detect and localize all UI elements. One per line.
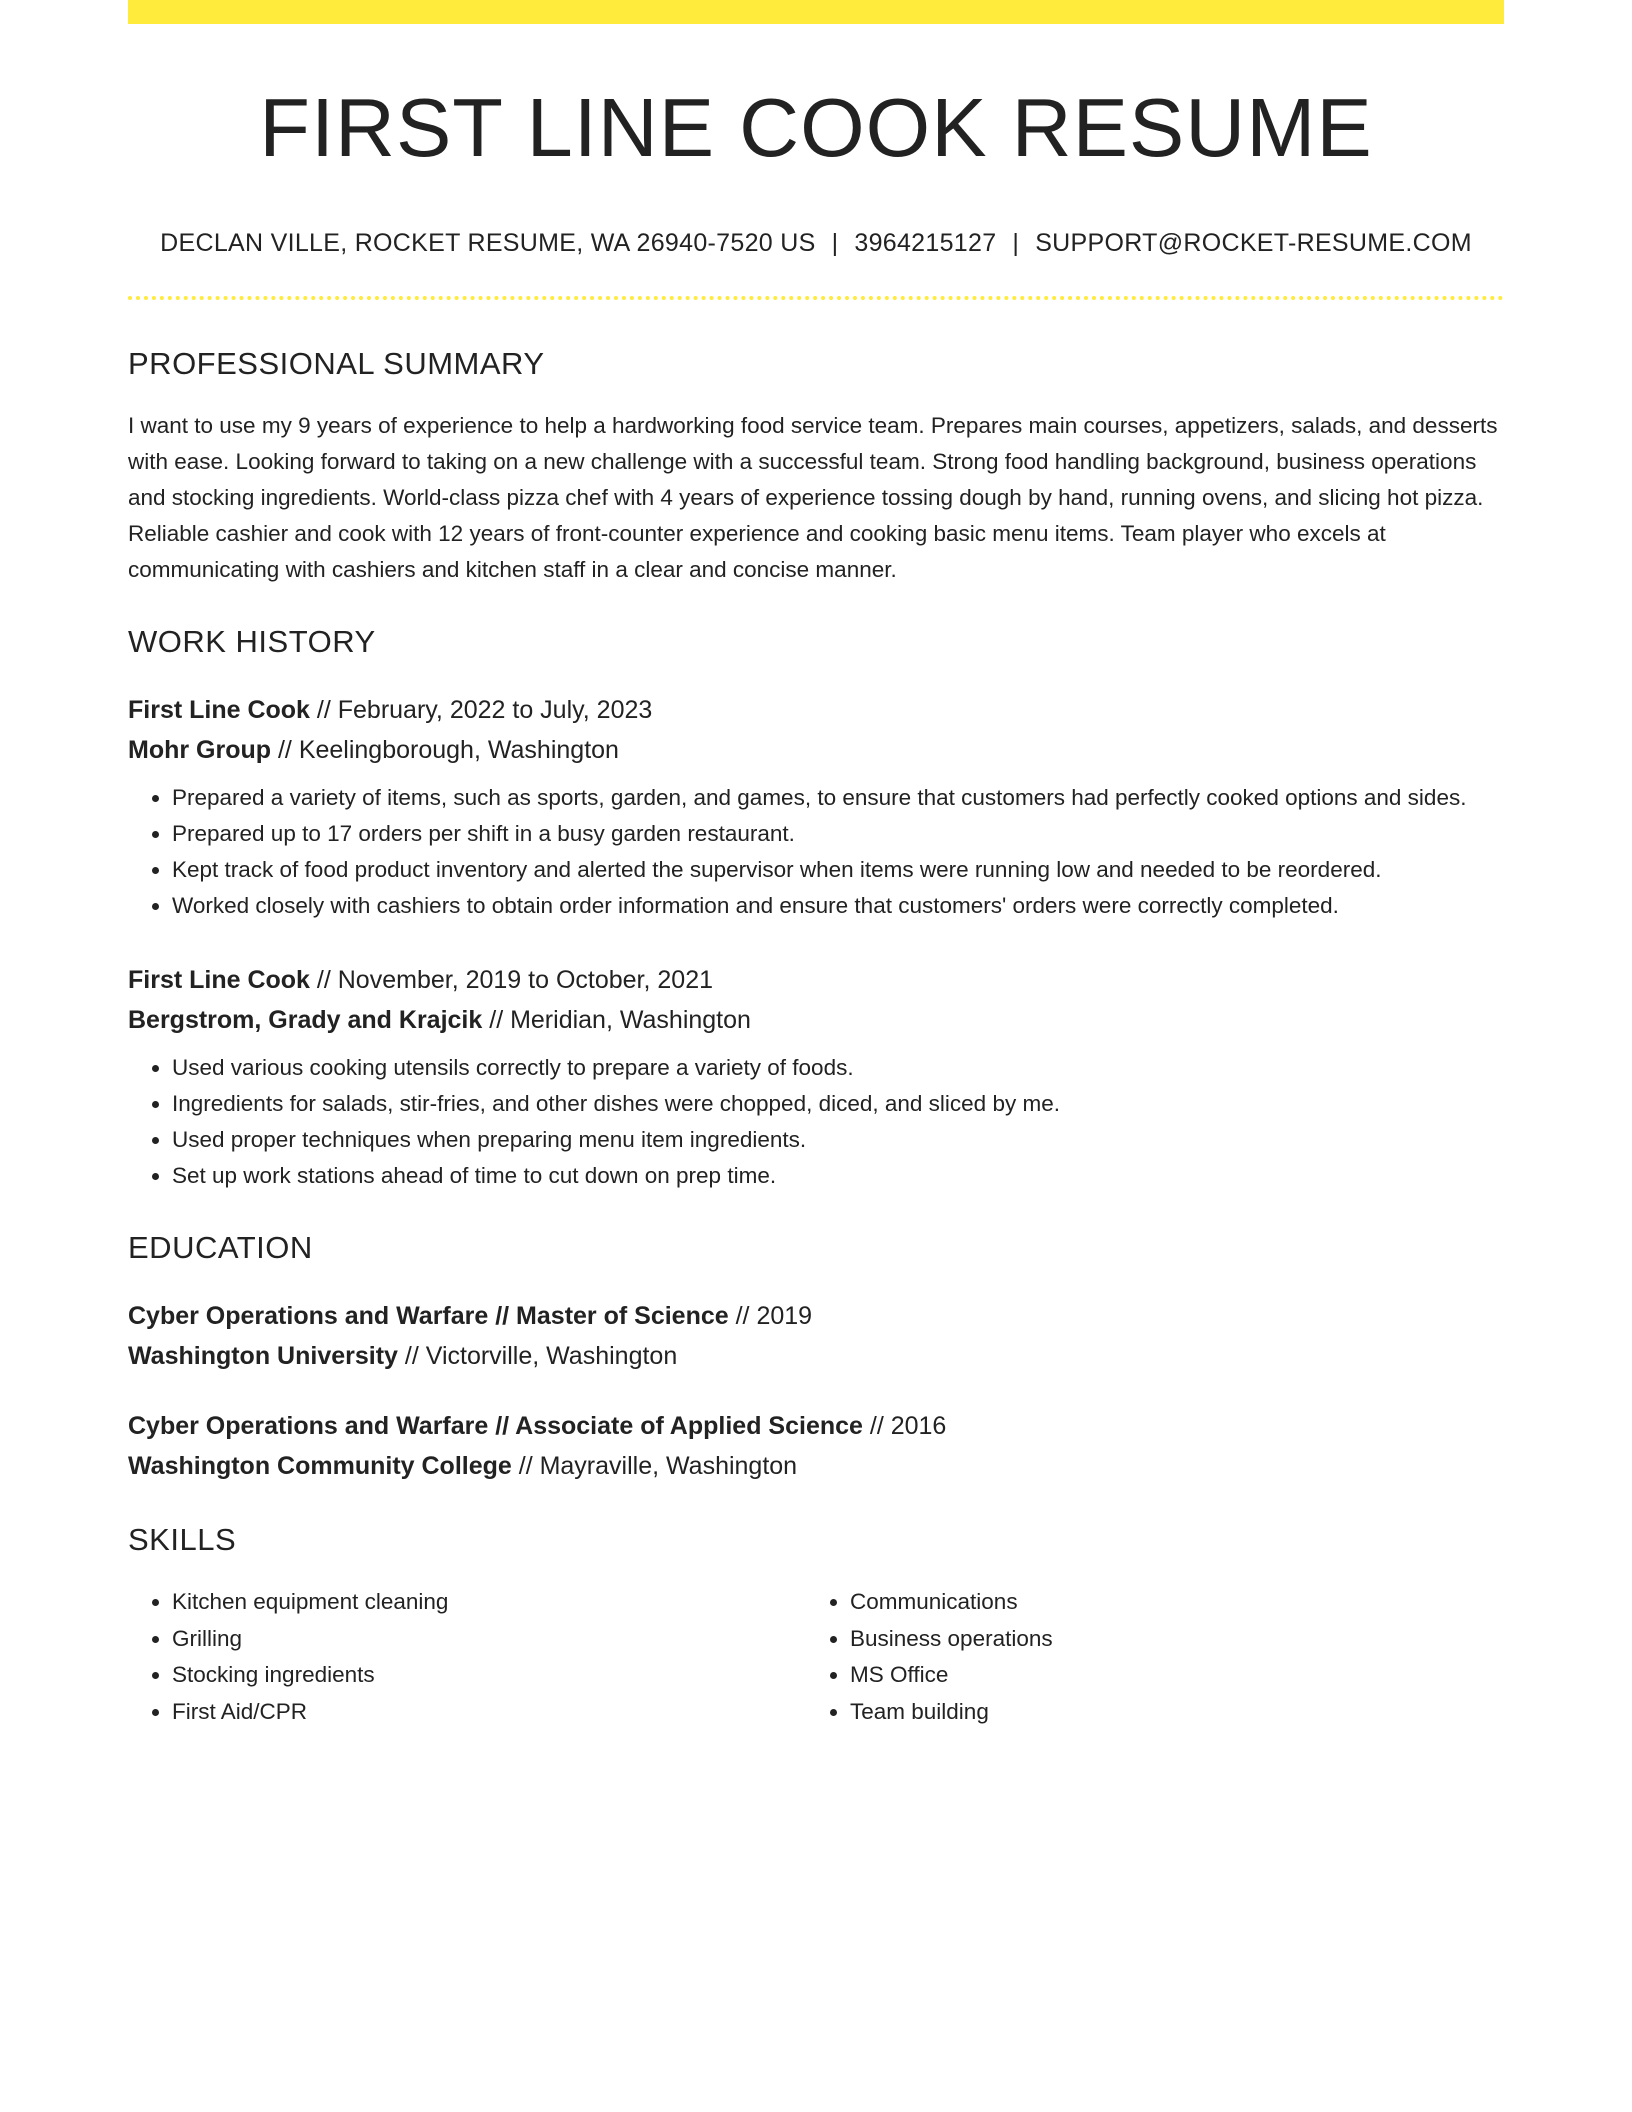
skills-grid [128, 1584, 1504, 1730]
work-history-heading: WORK HISTORY [128, 624, 376, 660]
skill-item: • Kitchen equipment cleaning [172, 1584, 806, 1621]
job-bullet: • Kept track of food product inventory and alerted the supervisor when items were running low and needed to be reordered. [172, 852, 1504, 888]
job-company-line [128, 730, 1504, 770]
job-entry [128, 690, 1504, 924]
job-entry [128, 960, 1504, 1194]
skill-item: • Team building [850, 1694, 1484, 1731]
skill-item: • First Aid/CPR [172, 1694, 806, 1731]
skill-item: • Communications [850, 1584, 1484, 1621]
skills-heading: SKILLS [128, 1522, 237, 1558]
summary-text: I want to use my 9 years of experience to help a hardworking food service team. Prepares main courses, appetizers, salads, and desserts with ease. Looking forward to taking on a new challenge with a successful team. Strong food handling background, business operations and stocking ingredients. World-class pizza chef with 4 years of experience tossing dough by hand, running ovens, and slicing hot pizza. Reliable cashier and cook with 12 years of front-counter experience and cooking basic menu items. Team player who excels at communicating with cashiers and kitchen staff in a clear and concise manner. [128, 413, 1498, 583]
contact-phone: 3964215127 [854, 229, 997, 258]
education-degree-line [128, 1296, 1504, 1336]
job-title-line [128, 690, 1504, 730]
contact-line [128, 229, 1504, 258]
job-dates: // February, 2022 to July, 2023 [309, 696, 653, 725]
job-bullet: • Set up work stations ahead of time to cut down on prep time. [172, 1158, 1504, 1194]
education-year: // 2019 [728, 1302, 813, 1331]
top-accent-bar [128, 0, 1504, 24]
education-year: // 2016 [862, 1412, 947, 1441]
job-bullet: • Ingredients for salads, stir-fries, and other dishes were chopped, diced, and sliced by me. [172, 1086, 1504, 1122]
job-bullet: • Used proper techniques when preparing menu item ingredients. [172, 1122, 1504, 1158]
education-location: // Mayraville, Washington [511, 1452, 798, 1481]
dotted-divider [128, 296, 1504, 300]
education-school-line [128, 1336, 1504, 1376]
summary-heading: PROFESSIONAL SUMMARY [128, 346, 545, 382]
skill-item: • MS Office [850, 1657, 1484, 1694]
job-bullet: • Prepared up to 17 orders per shift in a busy garden restaurant. [172, 816, 1504, 852]
skills-column-left [128, 1584, 806, 1730]
education-heading: EDUCATION [128, 1230, 313, 1266]
job-location: // Meridian, Washington [482, 1006, 751, 1035]
job-title: First Line Cook [128, 696, 310, 725]
job-company: Bergstrom, Grady and Krajcik [128, 1006, 483, 1035]
education-school: Washington Community College [128, 1452, 512, 1481]
job-company-line [128, 1000, 1504, 1040]
education-school: Washington University [128, 1342, 398, 1371]
resume-title: FIRST LINE COOK RESUME [259, 81, 1373, 174]
skills-column-right [806, 1584, 1484, 1730]
education-entry [128, 1406, 1504, 1486]
education-entry [128, 1296, 1504, 1376]
job-title: First Line Cook [128, 966, 310, 995]
skill-item: • Business operations [850, 1621, 1484, 1658]
job-company: Mohr Group [128, 736, 272, 765]
education-school-line [128, 1446, 1504, 1486]
contact-separator: | [1012, 229, 1020, 258]
job-bullet: • Used various cooking utensils correctly to prepare a variety of foods. [172, 1050, 1504, 1086]
education-degree-line [128, 1406, 1504, 1446]
job-bullet: • Prepared a variety of items, such as sports, garden, and games, to ensure that customers had perfectly cooked options and sides. [172, 780, 1504, 816]
job-bullets [128, 1050, 1504, 1194]
education-degree: Cyber Operations and Warfare // Master of Science [128, 1302, 729, 1331]
job-bullets [128, 780, 1504, 924]
education-location: // Victorville, Washington [397, 1342, 678, 1371]
job-dates: // November, 2019 to October, 2021 [309, 966, 713, 995]
job-location: // Keelingborough, Washington [271, 736, 619, 765]
resume-page [128, 0, 1504, 1730]
skill-item: • Grilling [172, 1621, 806, 1658]
contact-email: SUPPORT@ROCKET-RESUME.COM [1035, 229, 1472, 258]
job-title-line [128, 960, 1504, 1000]
contact-address: DECLAN VILLE, ROCKET RESUME, WA 26940-7520 US [160, 229, 816, 258]
education-degree: Cyber Operations and Warfare // Associate of Applied Science [128, 1412, 863, 1441]
skill-item: • Stocking ingredients [172, 1657, 806, 1694]
contact-separator: | [831, 229, 839, 258]
job-bullet: • Worked closely with cashiers to obtain order information and ensure that customers' orders were correctly completed. [172, 888, 1504, 924]
